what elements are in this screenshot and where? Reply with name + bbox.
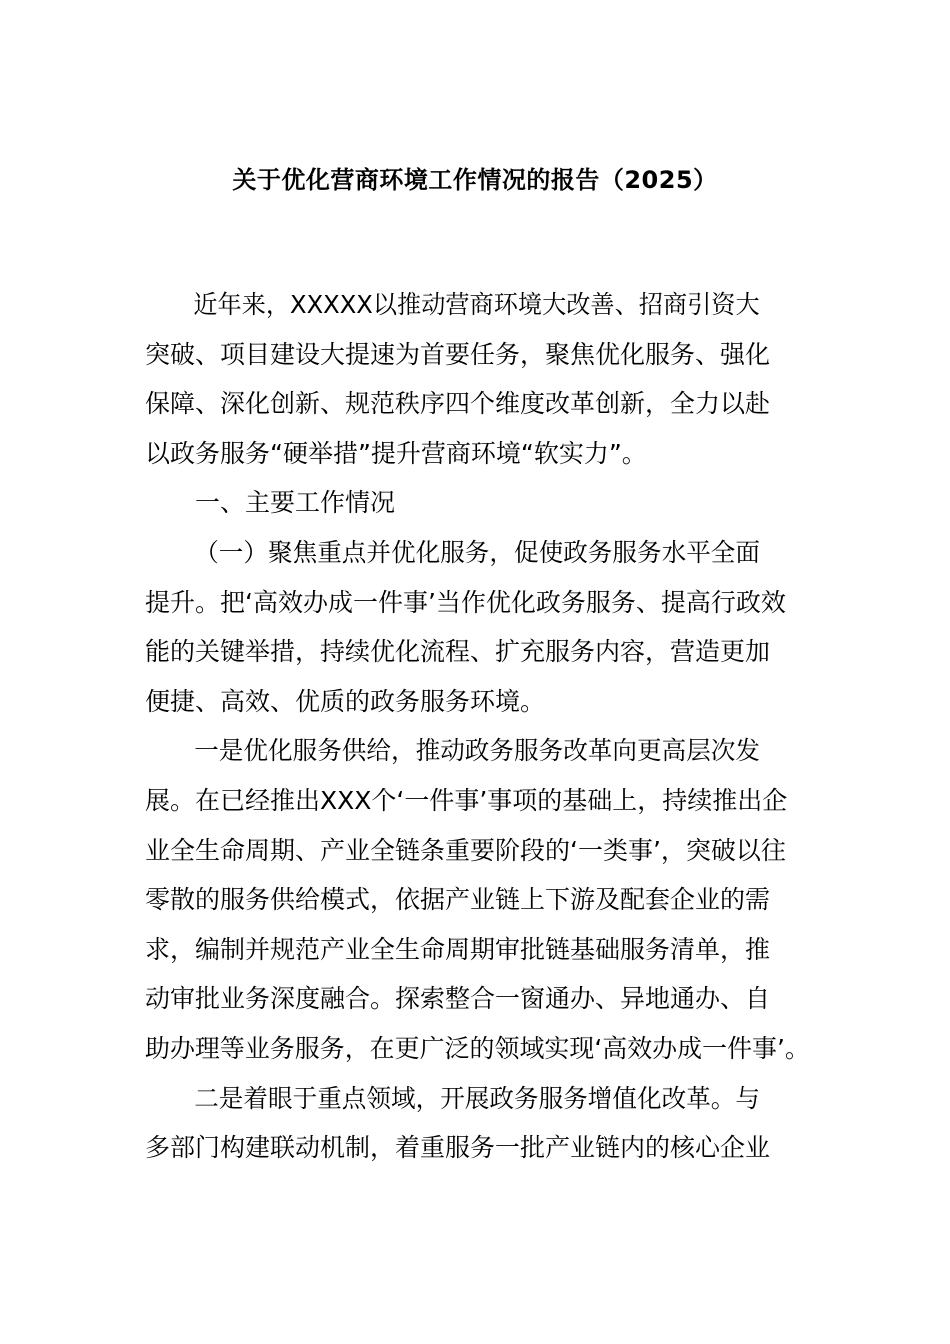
- body-line: 业全生命周期、产业全链条重要阶段的‘一类事’，突破以往: [145, 835, 786, 865]
- body-line: 求，编制并规范产业全生命周期审批链基础服务清单，推: [145, 934, 771, 964]
- body-line: 突破、项目建设大提速为首要任务，聚焦优化服务、强化: [145, 339, 771, 369]
- body-line: 近年来，XXXXX以推动营商环境大改善、招商引资大: [193, 290, 760, 319]
- body-line: 助办理等业务服务，在更广泛的领域实现‘高效办成一件事’。: [145, 1033, 810, 1063]
- document-title: 关于优化营商环境工作情况的报告（2025）: [232, 166, 718, 194]
- body-line: 提升。把‘高效办成一件事’当作优化政务服务、提高行政效: [145, 587, 786, 617]
- body-line: 便捷、高效、优质的政务服务环境。: [145, 686, 546, 716]
- body-line: 以政务服务“硬举措”提升营商环境“软实力”。: [145, 438, 647, 468]
- body-line: 多部门构建联动机制，着重服务一批产业链内的核心企业: [145, 1133, 771, 1163]
- body-line: 动审批业务深度融合。探索整合一窗通办、异地通办、自: [145, 984, 771, 1014]
- body-line: 保障、深化创新、规范秩序四个维度改革创新，全力以赴: [145, 389, 771, 419]
- subsection-heading: （一）聚焦重点并优化服务，促使政务服务水平全面: [194, 537, 761, 567]
- body-line: 零散的服务供给模式，依据产业链上下游及配套企业的需: [145, 885, 771, 915]
- document-body: [145, 280, 810, 1173]
- section-heading: 一、主要工作情况: [195, 488, 396, 518]
- body-line: 一是优化服务供给，推动政务服务改革向更高层次发: [194, 736, 761, 766]
- body-line: 展。在已经推出XXX个‘一件事’事项的基础上，持续推出企: [145, 785, 788, 815]
- body-line: 二是着眼于重点领域，开展政务服务增值化改革。与: [194, 1083, 761, 1113]
- body-line: 能的关键举措，持续优化流程、扩充服务内容，营造更加: [145, 637, 771, 667]
